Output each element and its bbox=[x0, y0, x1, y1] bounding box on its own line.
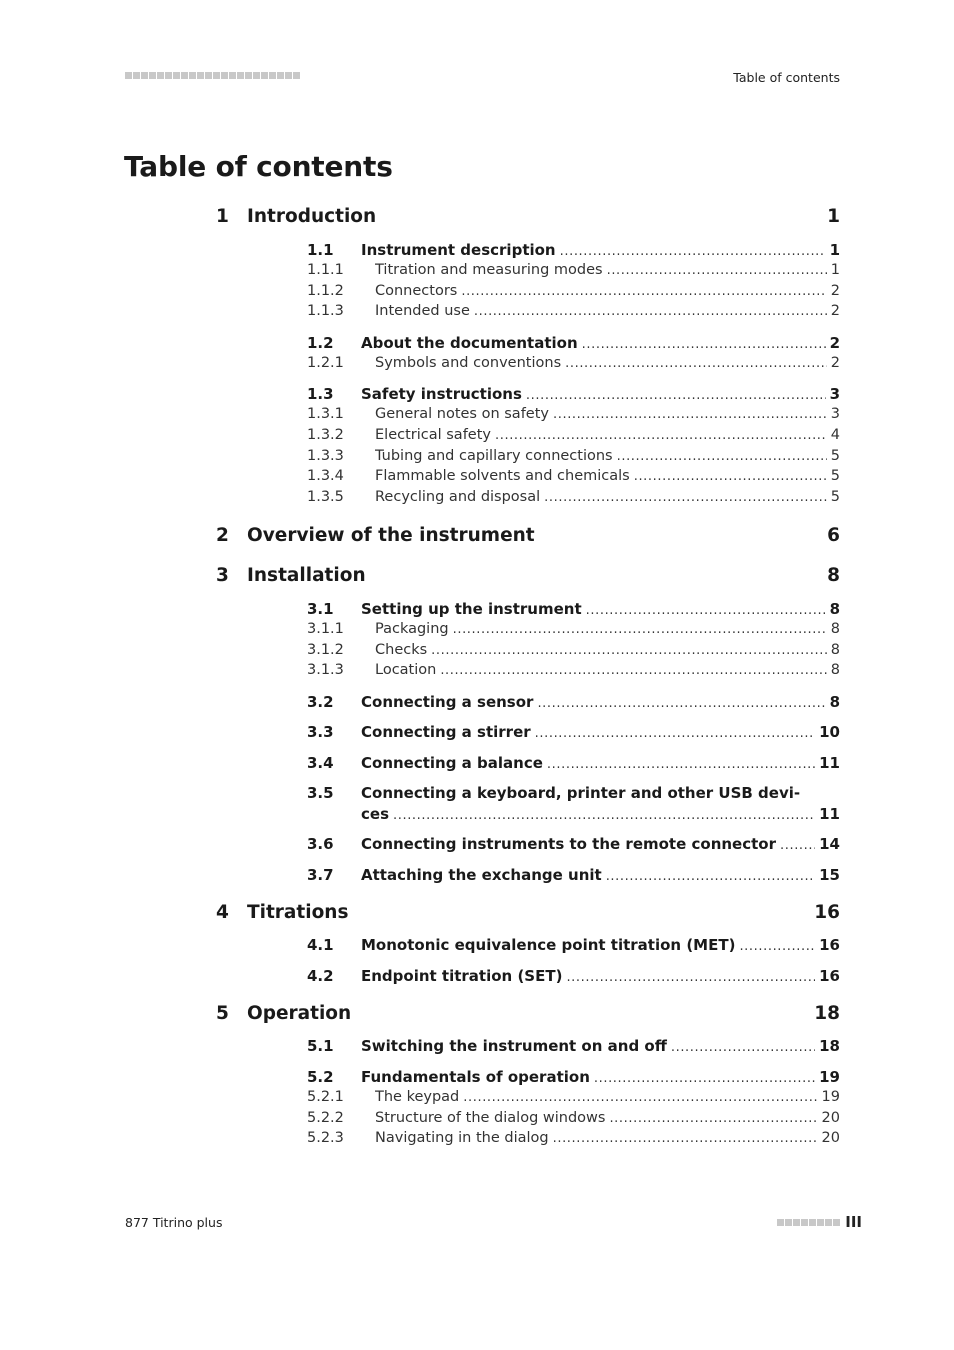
toc-subsection[interactable] bbox=[0, 303, 954, 325]
subsection-number: 1.2.1 bbox=[307, 355, 344, 371]
section-page: 3 bbox=[829, 385, 840, 403]
toc-subsection[interactable] bbox=[0, 1110, 954, 1132]
dot-leader bbox=[739, 939, 815, 954]
subsection-line bbox=[375, 427, 840, 443]
subsection-line bbox=[375, 1130, 840, 1146]
toc-subsection[interactable] bbox=[0, 489, 954, 511]
subsection-title: Recycling and disposal bbox=[375, 489, 541, 505]
section-line bbox=[361, 754, 840, 772]
subsection-line bbox=[375, 1089, 840, 1105]
dot-leader bbox=[461, 284, 826, 299]
subsection-page: 19 bbox=[821, 1089, 840, 1105]
toc-section[interactable] bbox=[0, 967, 954, 989]
toc-subsection[interactable] bbox=[0, 468, 954, 490]
dot-leader bbox=[582, 337, 826, 352]
subsection-page: 8 bbox=[830, 662, 840, 678]
subsection-line bbox=[375, 303, 840, 319]
toc-section[interactable] bbox=[0, 385, 954, 407]
toc-subsection[interactable] bbox=[0, 621, 954, 643]
chapter-number: 2 bbox=[216, 525, 229, 546]
subsection-line bbox=[375, 489, 840, 505]
toc-chapter[interactable] bbox=[0, 206, 954, 232]
section-title: Safety instructions bbox=[361, 385, 522, 403]
section-line bbox=[361, 936, 840, 954]
dot-leader bbox=[535, 726, 815, 741]
dot-leader bbox=[780, 838, 815, 853]
section-number: 3.1 bbox=[307, 600, 334, 618]
subsection-title: General notes on safety bbox=[375, 406, 549, 422]
toc-section[interactable] bbox=[0, 866, 954, 888]
section-title: Connecting a balance bbox=[361, 754, 543, 772]
subsection-page: 3 bbox=[830, 406, 840, 422]
dot-leader bbox=[617, 449, 827, 464]
section-title: Switching the instrument on and off bbox=[361, 1037, 667, 1055]
toc-chapter[interactable] bbox=[0, 525, 954, 551]
section-number: 3.2 bbox=[307, 693, 334, 711]
toc-section[interactable] bbox=[0, 334, 954, 356]
toc-subsection[interactable] bbox=[0, 355, 954, 377]
subsection-number: 1.3.4 bbox=[307, 468, 344, 484]
section-page: 19 bbox=[819, 1068, 840, 1086]
header-decor-squares bbox=[125, 72, 300, 79]
subsection-title: Packaging bbox=[375, 621, 449, 637]
footer-product: 877 Titrino plus bbox=[125, 1215, 223, 1230]
section-page: 16 bbox=[819, 967, 840, 985]
dot-leader bbox=[560, 244, 826, 259]
section-line bbox=[361, 835, 840, 853]
dot-leader bbox=[566, 970, 815, 985]
subsection-title: Titration and measuring modes bbox=[375, 262, 603, 278]
chapter-page: 6 bbox=[827, 525, 840, 546]
section-title: Instrument description bbox=[361, 241, 556, 259]
section-line bbox=[361, 334, 840, 352]
subsection-page: 20 bbox=[821, 1130, 840, 1146]
chapter-page: 8 bbox=[827, 565, 840, 586]
section-page: 15 bbox=[819, 866, 840, 884]
subsection-page: 1 bbox=[830, 262, 840, 278]
subsection-title: The keypad bbox=[375, 1089, 460, 1105]
subsection-number: 1.3.2 bbox=[307, 427, 344, 443]
section-title-line1: Connecting a keyboard, printer and other USB devi- bbox=[361, 784, 801, 802]
chapter-number: 3 bbox=[216, 565, 229, 586]
subsection-page: 2 bbox=[830, 355, 840, 371]
section-page: 18 bbox=[819, 1037, 840, 1055]
subsection-page: 5 bbox=[830, 489, 840, 505]
section-title: About the documentation bbox=[361, 334, 578, 352]
subsection-page: 2 bbox=[830, 303, 840, 319]
section-line bbox=[361, 241, 840, 259]
section-line bbox=[361, 600, 840, 618]
subsection-page: 5 bbox=[830, 448, 840, 464]
chapter-title: Operation bbox=[247, 1003, 352, 1024]
section-title: Connecting a sensor bbox=[361, 693, 534, 711]
chapter-title: Overview of the instrument bbox=[247, 525, 535, 546]
toc-subsection[interactable] bbox=[0, 662, 954, 684]
subsection-number: 5.2.1 bbox=[307, 1089, 344, 1105]
section-title: Attaching the exchange unit bbox=[361, 866, 602, 884]
section-number: 3.5 bbox=[307, 784, 334, 802]
section-title-line2: ces bbox=[361, 805, 389, 823]
subsection-line bbox=[375, 621, 840, 637]
subsection-title: Checks bbox=[375, 642, 428, 658]
toc-subsection[interactable] bbox=[0, 262, 954, 284]
toc-section[interactable] bbox=[0, 784, 954, 823]
chapter-page: 16 bbox=[814, 902, 840, 923]
running-header: Table of contents bbox=[733, 70, 840, 85]
section-page: 2 bbox=[829, 334, 840, 352]
subsection-title: Electrical safety bbox=[375, 427, 491, 443]
subsection-page: 5 bbox=[830, 468, 840, 484]
subsection-number: 1.1.1 bbox=[307, 262, 344, 278]
chapter-title: Introduction bbox=[247, 206, 377, 227]
dot-leader bbox=[440, 663, 826, 678]
dot-leader bbox=[463, 1090, 817, 1105]
subsection-number: 3.1.2 bbox=[307, 642, 344, 658]
subsection-line bbox=[375, 1110, 840, 1126]
section-title: Fundamentals of operation bbox=[361, 1068, 590, 1086]
toc-section[interactable] bbox=[0, 1068, 954, 1090]
subsection-title: Location bbox=[375, 662, 437, 678]
section-title: Endpoint titration (SET) bbox=[361, 967, 563, 985]
subsection-line bbox=[375, 448, 840, 464]
toc-subsection[interactable] bbox=[0, 642, 954, 664]
subsection-number: 1.1.3 bbox=[307, 303, 344, 319]
toc-subsection[interactable] bbox=[0, 1089, 954, 1111]
section-number: 5.2 bbox=[307, 1068, 334, 1086]
subsection-title: Tubing and capillary connections bbox=[375, 448, 613, 464]
toc-chapter[interactable] bbox=[0, 902, 954, 928]
subsection-page: 20 bbox=[821, 1110, 840, 1126]
section-title: Setting up the instrument bbox=[361, 600, 582, 618]
section-line bbox=[361, 1037, 840, 1055]
section-title: Connecting instruments to the remote connector bbox=[361, 835, 776, 853]
dot-leader bbox=[544, 490, 827, 505]
subsection-number: 1.3.1 bbox=[307, 406, 344, 422]
section-page: 14 bbox=[819, 835, 840, 853]
subsection-page: 4 bbox=[830, 427, 840, 443]
subsection-page: 2 bbox=[830, 283, 840, 299]
subsection-number: 1.3.3 bbox=[307, 448, 344, 464]
subsection-line bbox=[375, 355, 840, 371]
dot-leader bbox=[671, 1040, 815, 1055]
subsection-number: 1.1.2 bbox=[307, 283, 344, 299]
subsection-number: 5.2.2 bbox=[307, 1110, 344, 1126]
dot-leader bbox=[594, 1071, 815, 1086]
subsection-title: Navigating in the dialog bbox=[375, 1130, 549, 1146]
chapter-page: 1 bbox=[827, 206, 840, 227]
dot-leader bbox=[537, 696, 825, 711]
section-number: 3.7 bbox=[307, 866, 334, 884]
dot-leader bbox=[453, 622, 827, 637]
dot-leader bbox=[553, 1131, 818, 1146]
section-title: Connecting a stirrer bbox=[361, 723, 531, 741]
section-line bbox=[361, 1068, 840, 1086]
chapter-page: 18 bbox=[814, 1003, 840, 1024]
dot-leader bbox=[495, 428, 827, 443]
section-page: 8 bbox=[829, 600, 840, 618]
section-number: 3.6 bbox=[307, 835, 334, 853]
subsection-line bbox=[375, 406, 840, 422]
dot-leader bbox=[547, 757, 815, 772]
chapter-title: Installation bbox=[247, 565, 366, 586]
section-page: 16 bbox=[819, 936, 840, 954]
dot-leader bbox=[474, 304, 827, 319]
subsection-page: 8 bbox=[830, 621, 840, 637]
section-page: 8 bbox=[829, 693, 840, 711]
subsection-number: 1.3.5 bbox=[307, 489, 344, 505]
toc-section[interactable] bbox=[0, 693, 954, 715]
section-number: 1.2 bbox=[307, 334, 334, 352]
section-number: 1.1 bbox=[307, 241, 334, 259]
dot-leader bbox=[609, 1111, 817, 1126]
subsection-title: Structure of the dialog windows bbox=[375, 1110, 606, 1126]
toc-section[interactable] bbox=[0, 754, 954, 776]
subsection-line bbox=[375, 283, 840, 299]
toc-chapter[interactable] bbox=[0, 565, 954, 591]
page-title: Table of contents bbox=[124, 150, 393, 183]
footer-page bbox=[777, 1213, 862, 1231]
section-line bbox=[361, 693, 840, 711]
section-page: 11 bbox=[819, 754, 840, 772]
dot-leader bbox=[606, 869, 815, 884]
dot-leader bbox=[607, 263, 827, 278]
toc-subsection[interactable] bbox=[0, 283, 954, 305]
section-line bbox=[361, 723, 840, 741]
section-line bbox=[361, 866, 840, 884]
section-line bbox=[361, 967, 840, 985]
subsection-number: 5.2.3 bbox=[307, 1130, 344, 1146]
footer-decor-squares bbox=[777, 1219, 840, 1226]
toc-subsection[interactable] bbox=[0, 448, 954, 470]
dot-leader bbox=[586, 603, 826, 618]
subsection-line bbox=[375, 262, 840, 278]
subsection-line bbox=[375, 662, 840, 678]
dot-leader bbox=[565, 356, 827, 371]
subsection-title: Flammable solvents and chemicals bbox=[375, 468, 630, 484]
toc-section[interactable] bbox=[0, 723, 954, 745]
section-number: 3.3 bbox=[307, 723, 334, 741]
section-line bbox=[361, 385, 840, 403]
chapter-number: 4 bbox=[216, 902, 229, 923]
toc-section[interactable] bbox=[0, 600, 954, 622]
toc-section[interactable] bbox=[0, 936, 954, 958]
subsection-number: 3.1.3 bbox=[307, 662, 344, 678]
subsection-page: 8 bbox=[830, 642, 840, 658]
toc-section[interactable] bbox=[0, 241, 954, 263]
section-page: 11 bbox=[819, 805, 840, 823]
toc-chapter[interactable] bbox=[0, 1003, 954, 1029]
subsection-title: Symbols and conventions bbox=[375, 355, 562, 371]
subsection-line bbox=[375, 468, 840, 484]
section-line bbox=[361, 805, 840, 823]
section-page: 10 bbox=[819, 723, 840, 741]
subsection-title: Intended use bbox=[375, 303, 470, 319]
toc-subsection[interactable] bbox=[0, 406, 954, 428]
chapter-number: 5 bbox=[216, 1003, 229, 1024]
dot-leader bbox=[526, 388, 826, 403]
subsection-title: Connectors bbox=[375, 283, 458, 299]
toc-section[interactable] bbox=[0, 1037, 954, 1059]
section-number: 1.3 bbox=[307, 385, 334, 403]
page-number: III bbox=[845, 1213, 862, 1231]
section-number: 4.2 bbox=[307, 967, 334, 985]
chapter-title: Titrations bbox=[247, 902, 349, 923]
dot-leader bbox=[431, 643, 827, 658]
chapter-number: 1 bbox=[216, 206, 229, 227]
subsection-line bbox=[375, 642, 840, 658]
section-title: Monotonic equivalence point titration (MET) bbox=[361, 936, 736, 954]
section-number: 3.4 bbox=[307, 754, 334, 772]
dot-leader bbox=[553, 407, 827, 422]
toc-subsection[interactable] bbox=[0, 1130, 954, 1152]
toc-subsection[interactable] bbox=[0, 427, 954, 449]
section-page: 1 bbox=[829, 241, 840, 259]
toc-section[interactable] bbox=[0, 835, 954, 857]
dot-leader bbox=[634, 469, 827, 484]
subsection-number: 3.1.1 bbox=[307, 621, 344, 637]
section-number: 5.1 bbox=[307, 1037, 334, 1055]
dot-leader bbox=[393, 808, 815, 823]
section-number: 4.1 bbox=[307, 936, 334, 954]
